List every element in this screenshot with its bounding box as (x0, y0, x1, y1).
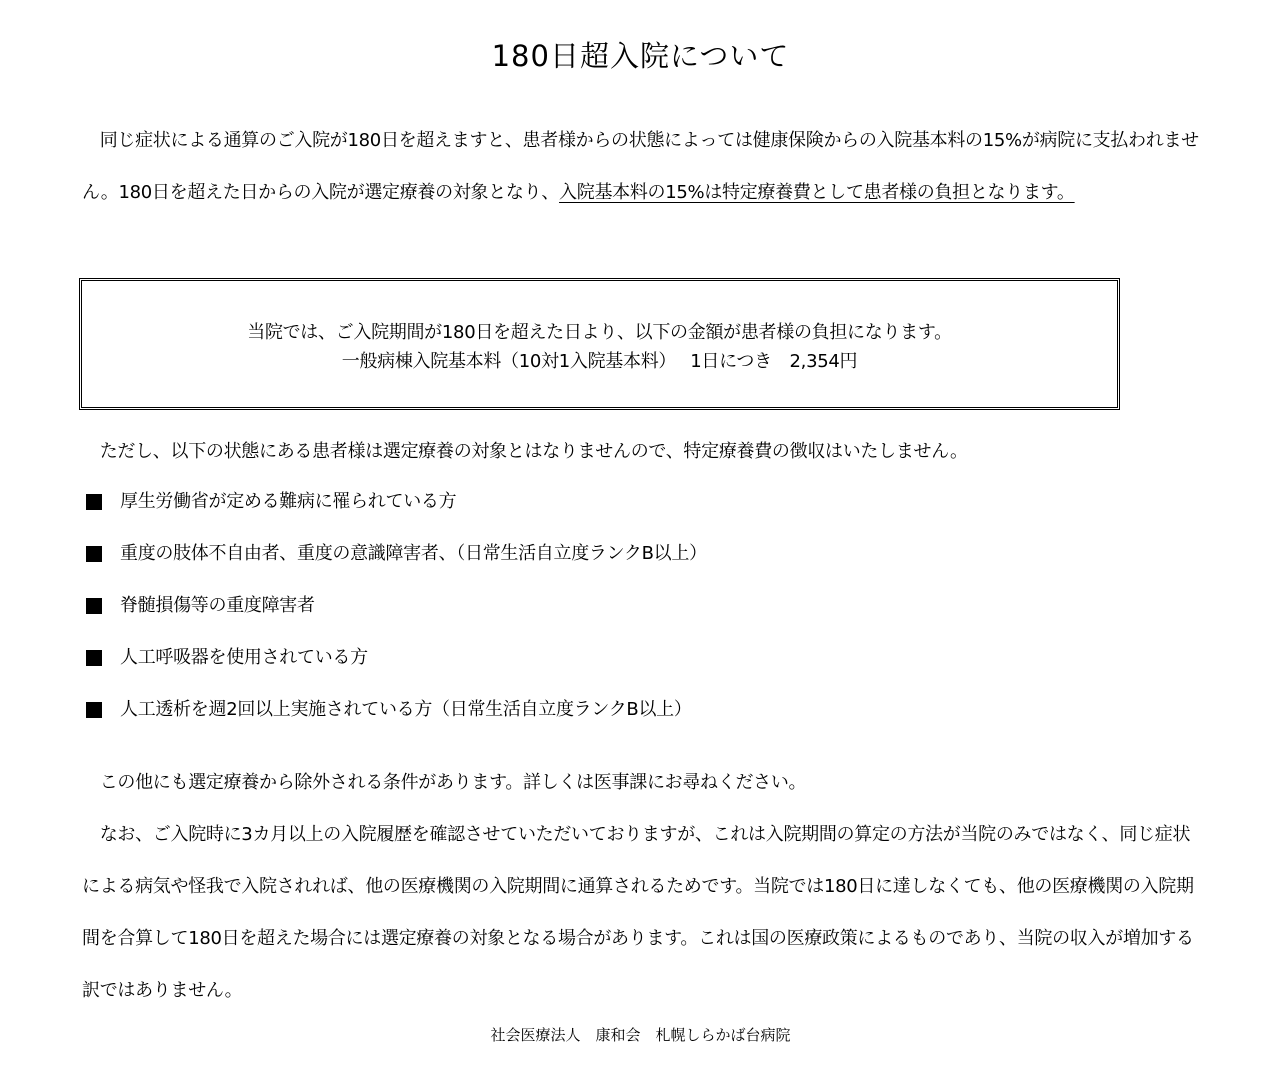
square-bullet-icon (86, 598, 102, 614)
exception-item-text: 重度の肢体不自由者、重度の意識障害者、（日常生活自立度ランクB以上） (120, 543, 707, 564)
fee-notice-line: 当院では、ご入院期間が180日を超えた日より、以下の金額が患者様の負担になります。 (247, 322, 952, 343)
intro-paragraph-text: 同じ症状による通算のご入院が180日を超えますと、患者様からの状態によっては健康保険からの入院基本料の15%が病院に支払われません。180日を超えた日からの入院が選定療養の対象となり、 (82, 130, 1199, 203)
page-title: 180日超入院について (491, 39, 790, 73)
exception-item-text: 厚生労働省が定める難病に罹られている方 (120, 491, 457, 512)
square-bullet-icon (86, 702, 102, 718)
exception-item-text: 脊髄損傷等の重度障害者 (120, 595, 315, 616)
square-bullet-icon (86, 650, 102, 666)
history-note-paragraph: なお、ご入院時に3カ月以上の入院履歴を確認させていただいておりますが、これは入院期間の算定の方法が当院のみではなく、同じ症状による病気や怪我で入院されれば、他の医療機関の入院期間に通算されるためです。当院では180日に達しなくても、他の医療機関の入院期間を合算して180日を超えた場合には選定療養の対象となる場合があります。これは国の医療政策によるものであり、当院の収入が増加する訳ではありません。 (82, 824, 1194, 1001)
other-conditions-paragraph: この他にも選定療養から除外される条件があります。詳しくは医事課にお尋ねください。 (82, 772, 807, 793)
intro-paragraph-underlined-text: 入院基本料の15%は特定療養費として患者様の負担となります。 (559, 182, 1075, 203)
exception-item-text: 人工呼吸器を使用されている方 (120, 647, 368, 668)
intro-paragraph (82, 115, 1202, 219)
exceptions-list (86, 484, 707, 744)
square-bullet-icon (86, 494, 102, 510)
square-bullet-icon (86, 546, 102, 562)
exception-item (86, 484, 707, 536)
exception-item-text: 人工透析を週2回以上実施されている方（日常生活自立度ランクB以上） (120, 699, 692, 720)
exception-item (86, 536, 707, 588)
exception-item (86, 692, 707, 744)
fee-notice-box (79, 278, 1120, 410)
hospital-name-footer: 社会医療法人 康和会 札幌しらかば台病院 (490, 1026, 791, 1044)
fee-amount-line: 一般病棟入院基本料（10対1入院基本料） 1日につき 2,354円 (341, 351, 858, 372)
exception-item (86, 588, 707, 640)
exception-item (86, 640, 707, 692)
exceptions-intro: ただし、以下の状態にある患者様は選定療養の対象とはなりませんので、特定療養費の徴収はいたしません。 (82, 441, 968, 462)
